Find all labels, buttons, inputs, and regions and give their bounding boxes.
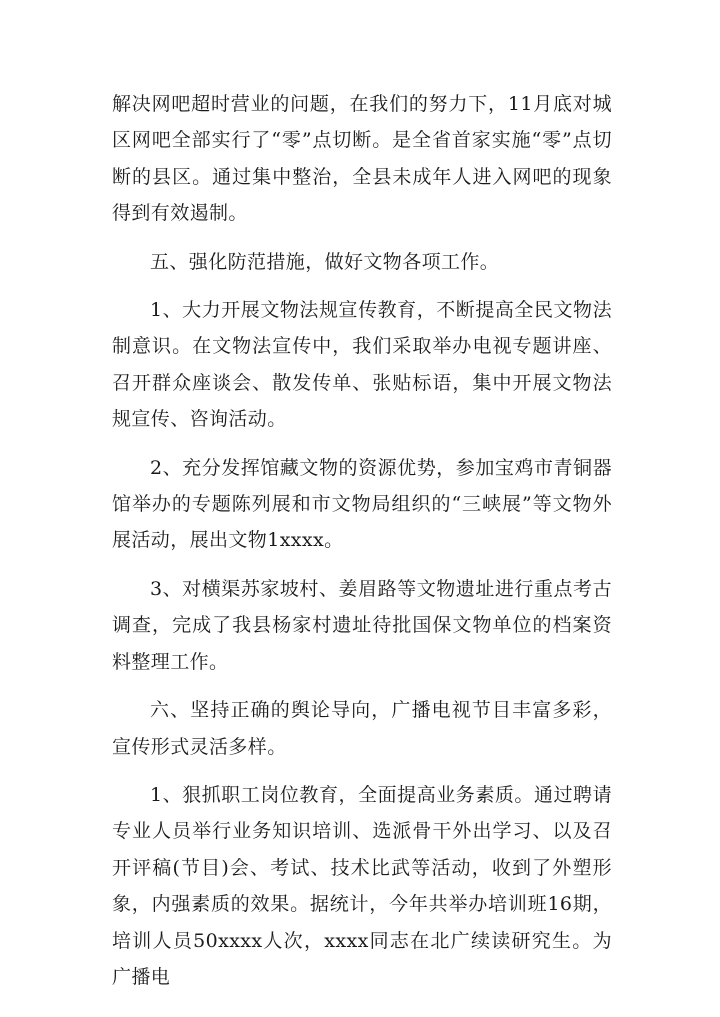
document-body [112,86,612,995]
paragraph-item: 1、大力开展文物法规宣传教育，不断提高全民文物法制意识。在文物法宣传中，我们采取举办电视专题讲座、召开群众座谈会、散发传单、张贴标语，集中开展文物法规宣传、咨询活动。 [112,299,612,431]
paragraph-continuation: 解决网吧超时营业的问题，在我们的努力下，11月底对城区网吧全部实行了“零”点切断。是全省首家实施“零”点切断的县区。通过集中整治，全县未成年人进入网吧的现象得到有效遏制。 [112,93,612,225]
section-heading-six: 六、坚持正确的舆论导向，广播电视节目丰富多彩，宣传形式灵活多样。 [112,699,612,758]
paragraph-item: 2、充分发挥馆藏文物的资源优势，参加宝鸡市青铜器馆举办的专题陈列展和市文物局组织的“三峡展”等文物外展活动，展出文物1xxxx。 [112,456,612,552]
paragraph-item: 1、狠抓职工岗位教育，全面提高业务素质。通过聘请专业人员举行业务知识培训、选派骨干外出学习、以及召开评稿(节目)会、考试、技术比武等活动，收到了外塑形象，内强素质的效果。据统计，今年共举办培训班16期，培训人员50xxxx人次，xxxx同志在北广续读研究生。为广播电 [112,783,612,988]
paragraph-item: 3、对横渠苏家坡村、姜眉路等文物遗址进行重点考古调查，完成了我县杨家村遗址待批国保文物单位的档案资料整理工作。 [112,577,612,673]
section-heading-five: 五、强化防范措施，做好文物各项工作。 [150,250,500,273]
